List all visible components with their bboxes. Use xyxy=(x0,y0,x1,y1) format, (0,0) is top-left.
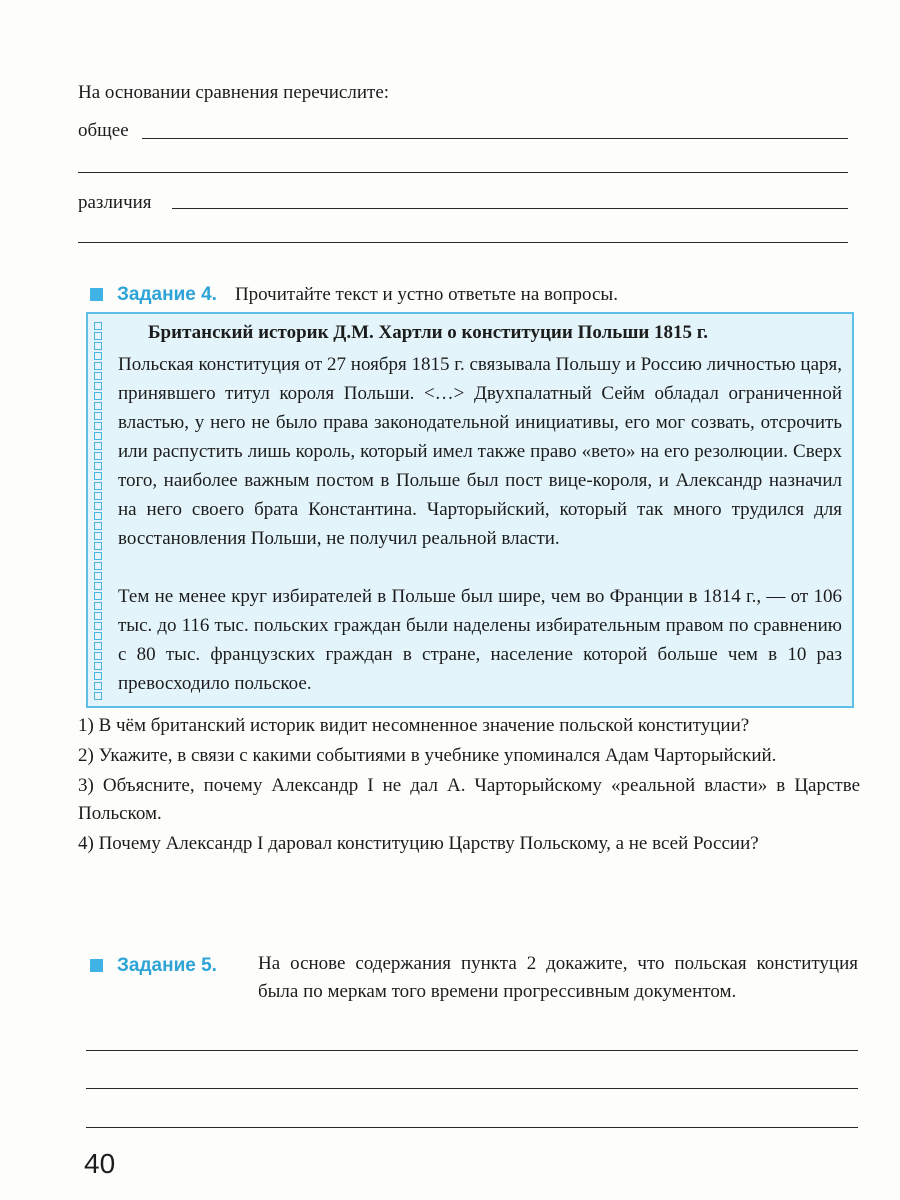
source-text-box xyxy=(86,312,854,708)
rail-square xyxy=(94,542,102,550)
rail-square xyxy=(94,592,102,600)
rail-square xyxy=(94,452,102,460)
rail-square xyxy=(94,602,102,610)
rail-square xyxy=(94,552,102,560)
rail-square xyxy=(94,372,102,380)
question-1: 1) В чём британский историк видит несомненное значение польской конституции? xyxy=(78,715,750,736)
rail-square xyxy=(94,322,102,330)
rail-square xyxy=(94,682,102,690)
rail-square xyxy=(94,412,102,420)
rail-square xyxy=(94,442,102,450)
rail-square xyxy=(94,562,102,570)
questions-list xyxy=(78,712,860,860)
rail-square xyxy=(94,572,102,580)
rail-square xyxy=(94,362,102,370)
source-paragraph-1-text: Польская конституция от 27 ноября 1815 г. связывала Польшу и Россию личностью царя, принявшего титул короля Польши. <…> Двухпалатный Сейм обладал ограниченной властью, у него не было права законодательной инициативы, его мог созвать, отсрочить или распустить лишь король, который имел также право «вето» на его резолюции. Сверх того, наиболее важным постом в Польше был пост вице-короля, и Александр назначил на него своего брата Константина. Чарторыйский, который так много трудился для восстановления Польши, не получил реальной власти. xyxy=(118,354,842,549)
rail-square xyxy=(94,402,102,410)
rail-square xyxy=(94,332,102,340)
task4-header xyxy=(90,282,618,308)
rail-square xyxy=(94,482,102,490)
rail-square xyxy=(94,612,102,620)
task5-answer-line-2[interactable] xyxy=(86,1088,858,1089)
differences-label: различия xyxy=(78,192,152,213)
rail-square xyxy=(94,492,102,500)
source-paragraph-2-text: Тем не менее круг избирателей в Польше был шире, чем во Франции в 1814 г., — от 106 тыс. до 116 тыс. польских граждан были наделены избирательным правом по сравнению с 80 тыс. французских граждан в стране, население которой больше чем в 10 раз превосходило польское. xyxy=(118,586,842,694)
question-2: 2) Укажите, в связи с какими событиями в учебнике упоминался Адам Чарторыйский. xyxy=(78,745,777,766)
differences-answer-line-2[interactable] xyxy=(78,242,848,243)
task-marker-icon xyxy=(90,288,103,301)
page-number: 40 xyxy=(84,1148,116,1179)
source-paragraph-1 xyxy=(118,350,842,553)
rail-square xyxy=(94,522,102,530)
common-label: общее xyxy=(78,120,129,141)
task5-answer-line-3[interactable] xyxy=(86,1127,858,1128)
compare-heading: На основании сравнения перечислите: xyxy=(78,82,390,103)
question-3: 3) Объясните, почему Александр I не дал А. Чарторыйскому «реальной власти» в Царстве Польском. xyxy=(78,775,860,824)
rail-square xyxy=(94,422,102,430)
rail-square xyxy=(94,512,102,520)
common-answer-line-2[interactable] xyxy=(78,172,848,173)
rail-square xyxy=(94,662,102,670)
source-title: Британский историк Д.М. Хартли о конституции Польши 1815 г. xyxy=(148,322,709,343)
task5-instruction: На основе содержания пункта 2 докажите, что польская конституция была по меркам того времени прогрессивным документом. xyxy=(258,953,858,1002)
rail-square xyxy=(94,642,102,650)
rail-square xyxy=(94,582,102,590)
rail-square xyxy=(94,382,102,390)
rail-square xyxy=(94,672,102,680)
rail-square xyxy=(94,692,102,700)
rail-square xyxy=(94,632,102,640)
task5-header xyxy=(90,955,235,977)
rail-square xyxy=(94,392,102,400)
rail-square xyxy=(94,342,102,350)
task4-label: Задание 4. xyxy=(117,284,217,305)
rail-square xyxy=(94,502,102,510)
task4-instruction: Прочитайте текст и устно ответьте на вопросы. xyxy=(234,284,618,305)
question-4: 4) Почему Александр I даровал конституцию Царству Польскому, а не всей России? xyxy=(78,833,759,854)
rail-square xyxy=(94,652,102,660)
source-paragraph-2 xyxy=(118,582,842,698)
rail-square xyxy=(94,462,102,470)
rail-square xyxy=(94,532,102,540)
common-answer-line-1[interactable] xyxy=(142,138,848,139)
rail-square xyxy=(94,352,102,360)
task5-answer-line-1[interactable] xyxy=(86,1050,858,1051)
task-marker-icon xyxy=(90,959,103,972)
rail-square xyxy=(94,472,102,480)
rail-square xyxy=(94,432,102,440)
differences-answer-line-1[interactable] xyxy=(172,208,848,209)
task5-label: Задание 5. xyxy=(117,955,217,976)
rail-square xyxy=(94,622,102,630)
